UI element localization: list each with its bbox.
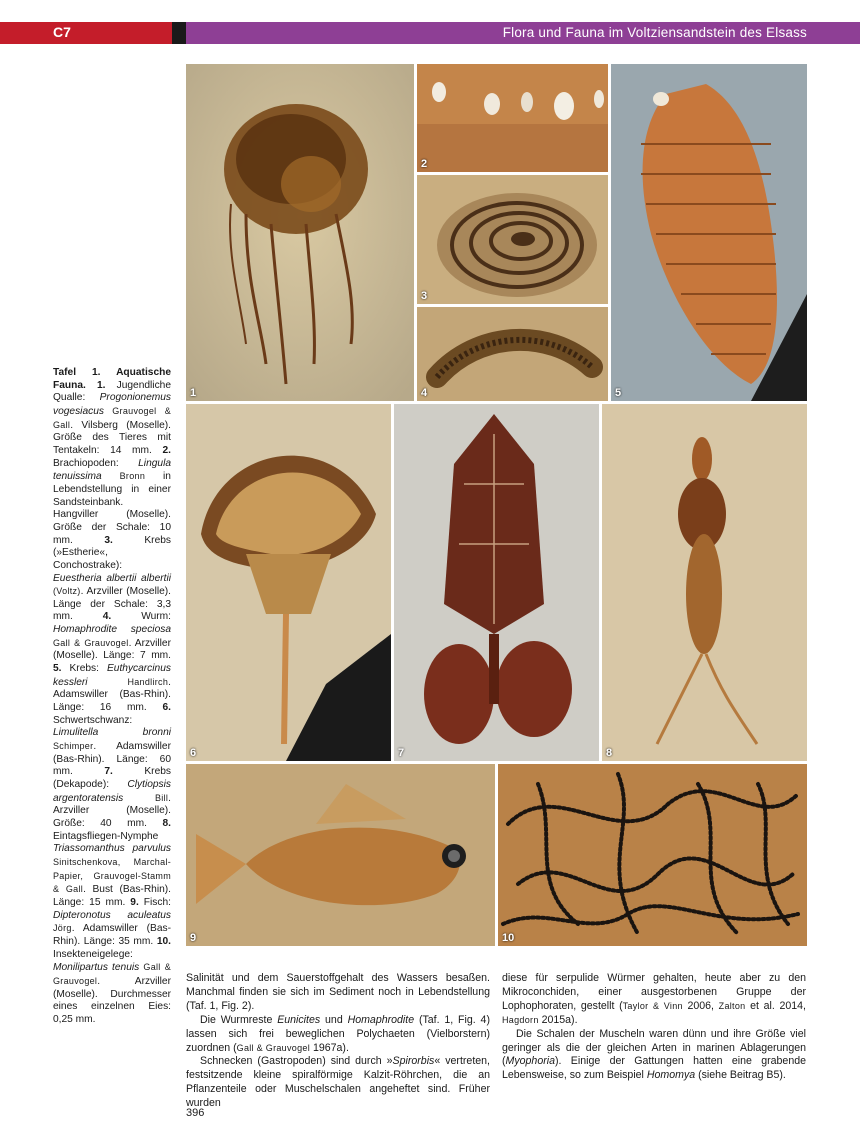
species-name: Triassomanthus parvulus bbox=[53, 843, 171, 855]
caption-text: Insekteneigelege: bbox=[53, 948, 133, 960]
figure-number: 3 bbox=[421, 290, 428, 302]
species-name: Clytiopsis argentoratensis bbox=[53, 779, 171, 804]
paragraph-text: 2006, bbox=[687, 999, 714, 1012]
paragraph-text: und bbox=[325, 1013, 343, 1026]
genus-name: Spirorbis bbox=[392, 1055, 435, 1068]
caption-text: Schwertschwanz: bbox=[53, 714, 133, 726]
caption-number: 4. bbox=[102, 611, 112, 623]
paragraph-text: et al. 2014, bbox=[750, 999, 806, 1012]
species-name: Dipteronotus aculeatus bbox=[53, 909, 171, 921]
paragraph-text: (siehe Beitrag B5). bbox=[698, 1069, 786, 1082]
figure-number: 2 bbox=[421, 158, 428, 170]
author-name: Schimper bbox=[53, 741, 94, 752]
caption-number: 3. bbox=[104, 534, 113, 546]
paragraph bbox=[502, 972, 806, 1028]
genus-name: Eunicites bbox=[277, 1013, 321, 1026]
chapter-code: C7 bbox=[53, 24, 71, 40]
caption-number: 9. bbox=[130, 896, 139, 908]
paragraph-text: 2015a). bbox=[541, 1013, 578, 1026]
caption-text: . Bust (Bas-Rhin). Länge: 15 mm. bbox=[53, 884, 171, 908]
figure-number: 1 bbox=[190, 387, 197, 399]
header-black-separator bbox=[172, 22, 186, 44]
caption-text: Brachiopoden: bbox=[53, 457, 119, 469]
paragraph bbox=[186, 1014, 490, 1056]
caption-title: Tafel 1. Aquatische Fauna. bbox=[53, 367, 171, 391]
body-column-right bbox=[502, 972, 806, 1083]
header-red-band bbox=[0, 22, 172, 44]
figure-number: 7 bbox=[398, 747, 405, 759]
citation-author: Taylor & Vinn bbox=[622, 1000, 683, 1011]
paragraph-text: Die Schalen der Muscheln waren dünn und ihre Größe viel geringer als die der gleichen Arten in marinen Ablagerungen ( bbox=[502, 1027, 806, 1068]
author-name: Gall & Grauvogel bbox=[53, 962, 172, 986]
figure-number: 5 bbox=[615, 387, 622, 399]
figure-number: 10 bbox=[502, 932, 515, 944]
caption-text: in Lebendstellung in einer Sandsteinbank. Hangviller (Moselle). Größe der Schale: 10 mm. bbox=[53, 471, 171, 546]
author-name: Bill bbox=[154, 792, 169, 803]
author-name: Bronn bbox=[119, 471, 146, 482]
caption-text: . Adamswiller (Bas-Rhin). Länge: 35 mm. bbox=[53, 923, 171, 947]
author-name: Grauvogel & Gall bbox=[53, 405, 171, 430]
caption-number: 10. bbox=[156, 935, 171, 947]
citation-author: Zalton bbox=[718, 1000, 746, 1011]
paragraph-text: 1967a). bbox=[312, 1041, 349, 1054]
genus-name: Homomya bbox=[646, 1069, 696, 1082]
figure-3-conchostracan bbox=[417, 175, 608, 304]
figure-7-decapod bbox=[394, 404, 599, 761]
paragraph-text: Salinität und dem Sauerstoffgehalt des Wassers besaßen. Manchmal finden sie sich im Sediment noch in Lebendstellung (Taf. 1, Fig. 2). bbox=[186, 972, 490, 1012]
running-title: Flora und Fauna im Voltziensandstein des Elsass bbox=[502, 25, 807, 40]
caption-text: Eintagsfliegen-Nymphe bbox=[53, 830, 159, 842]
species-name: Euestheria albertii albertii bbox=[53, 572, 171, 584]
plate-caption bbox=[53, 367, 171, 1026]
caption-text: . Arzviller (Moselle). Länge: 7 mm. bbox=[53, 637, 171, 662]
caption-number: 7. bbox=[104, 766, 113, 778]
paragraph-text: diese für serpulide Würmer gehalten, heute aber zu den Mikroconchiden, einer ausgestorbenen Gruppe der Lophophoraten, gestellt ( bbox=[502, 972, 806, 1012]
figure-number: 9 bbox=[190, 932, 197, 944]
species-name: Lingula tenuissima bbox=[53, 457, 171, 483]
figure-8-mayfly-nymph bbox=[602, 404, 807, 761]
paragraph-text: (Taf. 1, Fig. 4) lassen sich frei beweglichen Polychaeten (Vielborstern) zuordnen ( bbox=[186, 1013, 490, 1054]
citation-author: Gall & Grauvogel bbox=[236, 1042, 310, 1053]
paragraph bbox=[186, 1055, 490, 1111]
paragraph-text: Schnecken (Gastropoden) sind durch » bbox=[200, 1055, 393, 1068]
species-name: Monilipartus tenuis bbox=[53, 962, 140, 974]
author-name: (Voltz) bbox=[53, 586, 81, 597]
paragraph bbox=[502, 1028, 806, 1084]
caption-text: Krebs (»Estherie«, Conchostrake): bbox=[53, 534, 171, 571]
caption-number: 6. bbox=[162, 702, 171, 714]
caption-text: Wurm: bbox=[141, 611, 171, 623]
genus-name: Homaphrodite bbox=[347, 1013, 415, 1026]
caption-text: . Adamswiller (Bas-Rhin). Länge: 60 mm. bbox=[53, 741, 171, 778]
figure-number: 4 bbox=[421, 387, 428, 399]
species-name: Progonionemus vogesiacus bbox=[53, 392, 171, 417]
author-name: Jörg bbox=[53, 923, 72, 934]
caption-text: . Arzviller (Moselle). Länge der Schale: 3,3 mm. bbox=[53, 586, 171, 623]
figure-9-fish bbox=[186, 764, 495, 946]
paragraph bbox=[186, 972, 490, 1014]
figure-5-crustacean bbox=[611, 64, 807, 401]
caption-number: 8. bbox=[162, 817, 171, 829]
author-name: Sinitschenkova, Marchal-Papier, Grauvogel-Stamm & Gall bbox=[53, 856, 171, 895]
caption-text: . Vilsberg (Moselle). Größe des Tieres mit Tentakeln: 14 mm. bbox=[53, 419, 171, 456]
species-name: Euthycarcinus kessleri bbox=[53, 663, 171, 688]
author-name: Gall & Grauvogel bbox=[53, 637, 129, 648]
figure-4-worm bbox=[417, 307, 608, 401]
page-number: 396 bbox=[186, 1107, 205, 1119]
species-name: Homaphrodite speciosa bbox=[53, 624, 171, 636]
figure-2-brachiopods bbox=[417, 64, 608, 172]
caption-number: 2. bbox=[162, 444, 171, 456]
paragraph-text: ). Einige der Gattungen hatten eine grabende Lebensweise, so zum Beispiel bbox=[502, 1055, 806, 1082]
page-header bbox=[0, 22, 860, 44]
caption-text: Krebs: bbox=[69, 663, 99, 675]
figure-1-jellyfish bbox=[186, 64, 414, 401]
author-name: Handlirch bbox=[127, 676, 169, 687]
caption-number: 1. bbox=[96, 379, 106, 391]
figure-6-horseshoe-crab bbox=[186, 404, 391, 761]
body-column-left bbox=[186, 972, 490, 1111]
caption-text: . Arzviller (Moselle). Größe: 40 mm. bbox=[53, 792, 171, 829]
paragraph-text: « vertreten, festsitzende kleine spiralförmige Kalzit-Röhrchen, die an Pflanzenteile oder Muschelschalen angeheftet sind. Früher wurden bbox=[186, 1055, 490, 1110]
genus-name: Myophoria bbox=[505, 1055, 555, 1068]
caption-number: 5. bbox=[53, 663, 62, 675]
caption-text: . Adamswiller (Bas-Rhin). Länge: 16 mm. bbox=[53, 676, 171, 714]
caption-text: . Arzviller (Moselle). Durchmesser eines einzelnen Eies: 0,25 mm. bbox=[53, 975, 171, 1025]
figure-number: 6 bbox=[190, 747, 197, 759]
figure-number: 8 bbox=[606, 747, 613, 759]
caption-text: Jugendliche Qualle: bbox=[53, 379, 171, 404]
paragraph-text: Die Wurmreste bbox=[200, 1013, 273, 1026]
citation-author: Hagdorn bbox=[502, 1014, 539, 1025]
caption-text: Fisch: bbox=[143, 896, 171, 908]
species-name: Limulitella bronni bbox=[53, 727, 171, 739]
caption-text: Krebs (Dekapode): bbox=[53, 766, 171, 790]
figure-10-insect-eggs bbox=[498, 764, 807, 946]
